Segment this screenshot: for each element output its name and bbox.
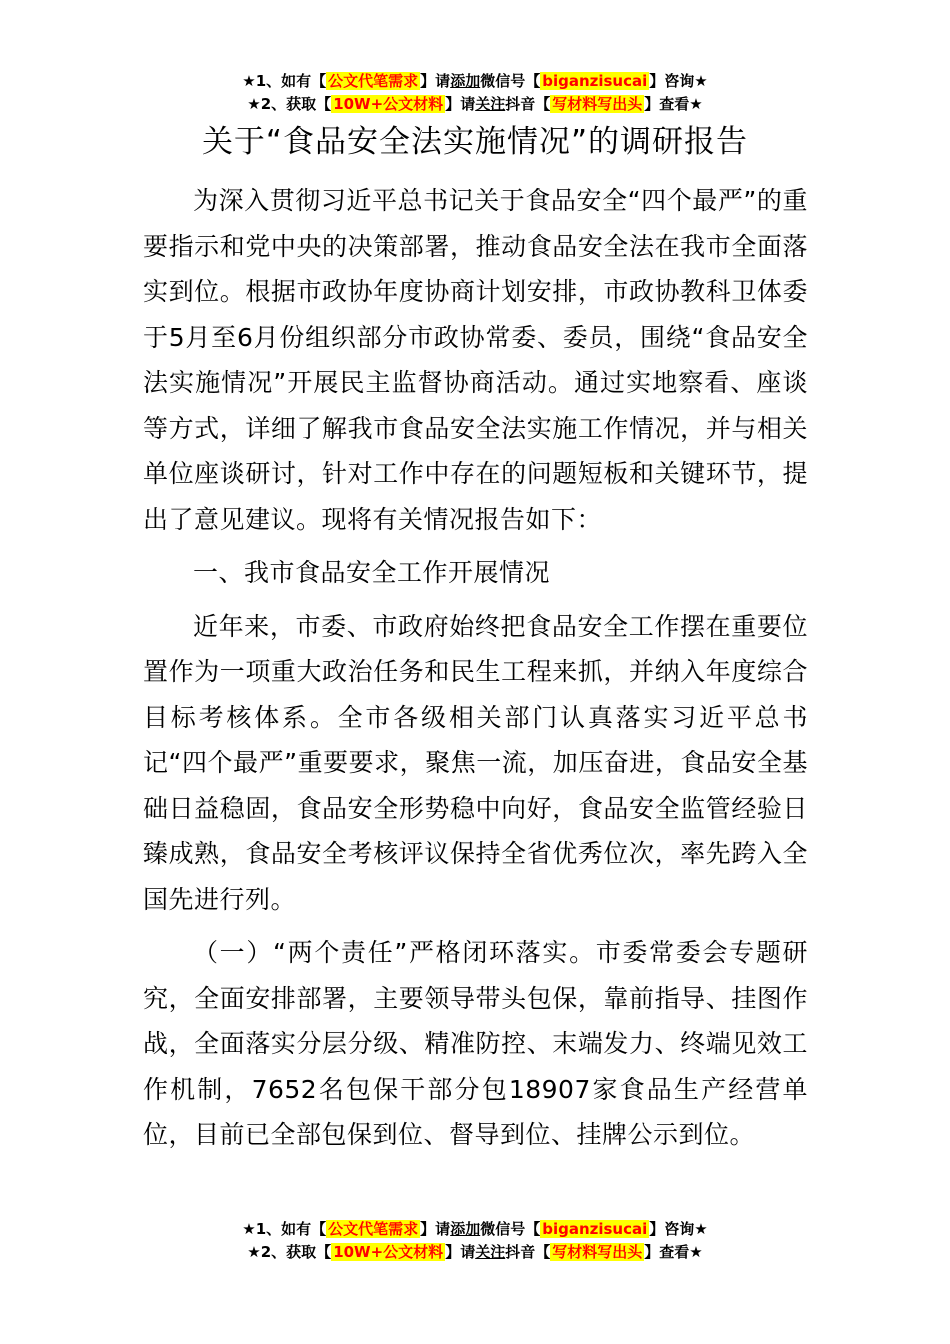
section1-paragraph: 近年来，市委、市政府始终把食品安全工作摆在重要位置作为一项重大政治任务和民生工程来抓，并纳入年度综合目标考核体系。全市各级相关部门认真落实习近平总书记“四个最严”重要要求，聚焦一流，加压奋进，食品安全基础日益稳固，食品安全形势稳中向好，食品安全监管经验日臻成熟，食品安全考核评议保持全省优秀位次，率先跨入全国先进行列。 (143, 611, 808, 914)
banner-line-1: ★1、如有【 公文代笔需求 】请添加微信号【 biganzisucai 】咨询★ (242, 72, 708, 90)
banner-line-1-bottom: ★1、如有【 公文代笔需求 】请添加微信号【 biganzisucai 】咨询★ (242, 1220, 708, 1238)
intro-paragraph: 为深入贯彻习近平总书记关于食品安全“四个最严”的重要指示和党中央的决策部署，推动食品安全法在我市全面落实到位。根据市政协年度协商计划安排，市政协教科卫体委于5月至6月份组织部分市政协常委、委员，围绕“食品安全法实施情况”开展民主监督协商活动。通过实地察看、座谈等方式，详细了解我市食品安全法实施工作情况，并与相关单位座谈研讨，针对工作中存在的问题短板和关键环节，提出了意见建议。现将有关情况报告如下： (143, 186, 808, 534)
highlight-materials: 10W+公文材料 (333, 95, 444, 113)
highlight-materials: 10W+公文材料 (333, 1243, 444, 1261)
highlight-douyin: 写材料写出头 (552, 1243, 643, 1261)
highlight-douyin: 写材料写出头 (552, 95, 643, 113)
subsection1-paragraph: （一）“两个责任”严格闭环落实。市委常委会专题研究，全面安排部署，主要领导带头包保，靠前指导、挂图作战，全面落实分层分级、精准防控、末端发力、终端见效工作机制，7652名包保干部分包18907家食品生产经营单位，目前已全部包保到位、督导到位、挂牌公示到位。 (143, 938, 808, 1149)
highlight-wechat-id: biganzisucai (542, 1220, 648, 1238)
document-body-viewport (0, 178, 950, 1180)
document-body (143, 178, 808, 1166)
section-heading-1: 一、我市食品安全工作开展情况 (193, 558, 551, 587)
document-title: 关于“食品安全法实施情况”的调研报告 (201, 124, 749, 160)
highlight-service: 公文代笔需求 (328, 72, 419, 90)
highlight-service: 公文代笔需求 (328, 1220, 419, 1238)
banner-line-2-bottom: ★2、获取【 10W+公文材料 】请关注抖音【 写材料写出头 】查看★ (247, 1243, 703, 1261)
banner-line-2: ★2、获取【 10W+公文材料 】请关注抖音【 写材料写出头 】查看★ (247, 95, 703, 113)
highlight-wechat-id: biganzisucai (542, 72, 648, 90)
top-banner (0, 70, 950, 116)
bottom-banner (0, 1218, 950, 1264)
